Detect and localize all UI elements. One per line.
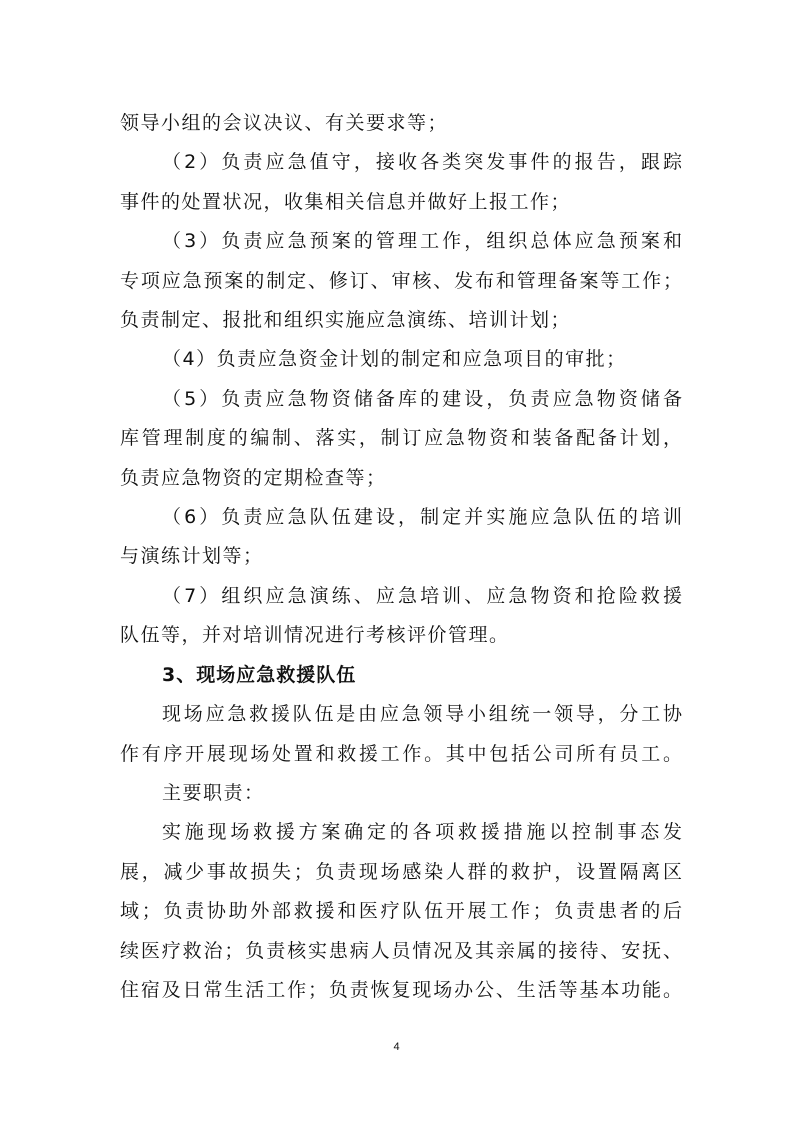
text-line: 作有序开展现场处置和救援工作。其中包括公司所有员工。 bbox=[120, 742, 682, 765]
text-line: 与演练计划等； bbox=[120, 545, 264, 568]
text-line: 续医疗救治；负责核实患病人员情况及其亲属的接待、安抚、 bbox=[120, 939, 682, 962]
text-line: （5）负责应急物资储备库的建设，负责应急物资储备 bbox=[162, 387, 682, 410]
text-line: （6）负责应急队伍建设，制定并实施应急队伍的培训 bbox=[162, 506, 682, 529]
text-line: 专项应急预案的制定、修订、审核、发布和管理备案等工作； bbox=[120, 269, 682, 292]
text-line: （3）负责应急预案的管理工作，组织总体应急预案和 bbox=[162, 230, 682, 253]
text-line: （2）负责应急值守，接收各类突发事件的报告，跟踪 bbox=[162, 151, 682, 174]
text-line: 域；负责协助外部救援和医疗队伍开展工作；负责患者的后 bbox=[120, 900, 682, 923]
section-heading: 3、现场应急救援队伍 bbox=[162, 663, 357, 686]
text-line: 住宿及日常生活工作；负责恢复现场办公、生活等基本功能。 bbox=[120, 978, 682, 1001]
text-line: 展，减少事故损失；负责现场感染人群的救护，设置隔离区 bbox=[120, 860, 682, 883]
text-line: 现场应急救援队伍是由应急领导小组统一领导，分工协 bbox=[162, 703, 682, 726]
text-line: 事件的处置状况，收集相关信息并做好上报工作； bbox=[120, 190, 572, 213]
text-line: 队伍等，并对培训情况进行考核评价管理。 bbox=[120, 624, 510, 647]
text-line: （4）负责应急资金计划的制定和应急项目的审批； bbox=[162, 348, 627, 371]
text-line: 库管理制度的编制、落实，制订应急物资和装备配备计划， bbox=[120, 427, 682, 450]
text-line: 负责应急物资的定期检查等； bbox=[120, 466, 387, 489]
document-body bbox=[120, 104, 682, 1010]
text-line: 负责制定、报批和组织实施应急演练、培训计划； bbox=[120, 309, 572, 332]
text-line: 主要职责： bbox=[162, 781, 265, 804]
text-line: 实施现场救援方案确定的各项救援措施以控制事态发 bbox=[162, 821, 682, 844]
page-number: 4 bbox=[393, 1041, 400, 1053]
text-line: （7）组织应急演练、应急培训、应急物资和抢险救援 bbox=[162, 584, 682, 607]
text-line: 领导小组的会议决议、有关要求等； bbox=[120, 112, 449, 134]
